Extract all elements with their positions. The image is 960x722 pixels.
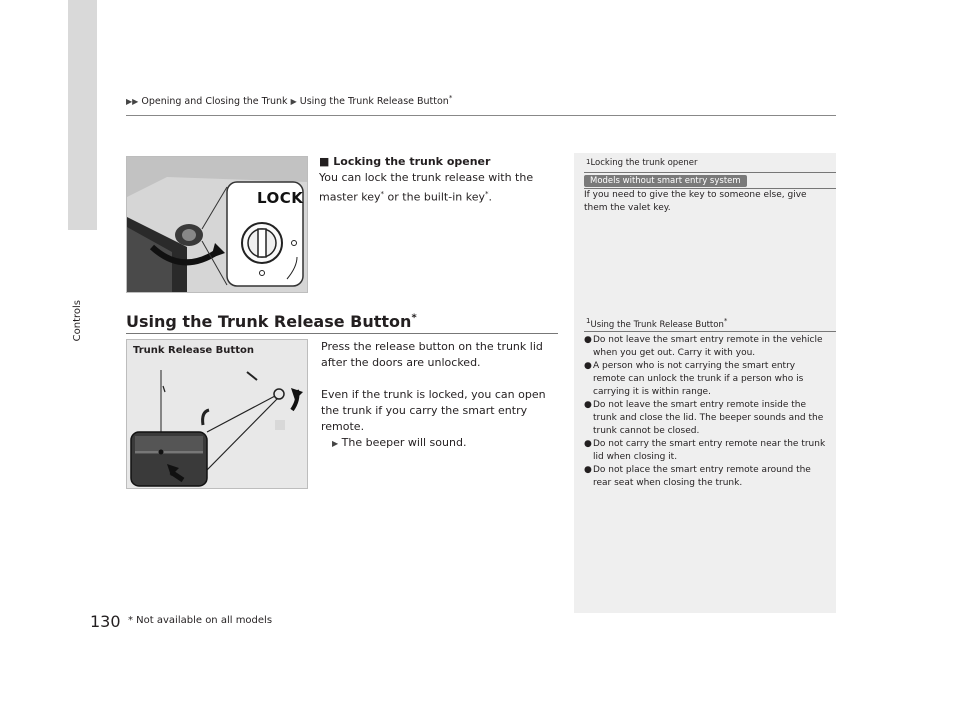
bullet-icon: ● bbox=[584, 361, 592, 371]
breadcrumb-arrow-icon: ▶▶ bbox=[126, 97, 139, 107]
trunk-release-illustration-label: Trunk Release Button bbox=[133, 345, 254, 356]
footnote: * Not available on all models bbox=[128, 615, 273, 626]
lock-illustration bbox=[126, 156, 308, 293]
footnote-star: * bbox=[484, 190, 489, 198]
lock-paragraph: You can lock the trunk release with the master key* or the built-in key*. bbox=[319, 171, 534, 204]
lock-note-badge: Models without smart entry system bbox=[584, 175, 747, 187]
lock-note-title: $^1$Locking the trunk opener bbox=[586, 158, 698, 168]
lock-note-text: If you need to give the key to someone else, give them the valet key. bbox=[584, 190, 807, 213]
list-item: ● A person who is not carrying the smart entry remote can unlock the trunk if a person who is carrying it is within range. bbox=[584, 361, 804, 397]
lock-subheading: ■ Locking the trunk opener bbox=[319, 155, 491, 168]
release-note-title: $^1$Using the Trunk Release Button* bbox=[586, 317, 728, 330]
breadcrumb-arrow-icon: ▶ bbox=[290, 97, 297, 107]
lock-note-divider bbox=[584, 172, 836, 173]
trunk-release-illustration-graphic bbox=[127, 340, 307, 488]
footnote-star: * bbox=[723, 317, 728, 325]
footnote-star: * bbox=[448, 94, 453, 102]
bullet-icon: ● bbox=[584, 400, 592, 410]
section-label: Controls bbox=[72, 300, 83, 342]
list-item: ● Do not place the smart entry remote around the rear seat when closing the trunk. bbox=[584, 465, 811, 488]
note-ref-number: 1 bbox=[586, 158, 591, 166]
breadcrumb-item-trunk-release-button[interactable]: Using the Trunk Release Button bbox=[299, 96, 449, 108]
note-ref-number: 1 bbox=[586, 317, 591, 325]
header-divider bbox=[126, 115, 836, 116]
trunk-release-illustration bbox=[126, 339, 308, 489]
release-sub-bullet: ▶ The beeper will sound. bbox=[332, 436, 467, 449]
breadcrumb bbox=[126, 94, 452, 107]
release-paragraph-1: Press the release button on the trunk lid after the doors are unlocked. bbox=[321, 340, 543, 369]
list-item: ● Do not carry the smart entry remote near the trunk lid when closing it. bbox=[584, 439, 826, 462]
release-note-list bbox=[584, 334, 829, 490]
section-divider bbox=[126, 333, 558, 334]
footnote-star: * bbox=[380, 190, 385, 198]
footnote-star: * bbox=[411, 312, 417, 324]
lock-illustration-graphic bbox=[127, 157, 307, 292]
lock-illustration-label: LOCK bbox=[257, 189, 304, 207]
section-tab bbox=[68, 0, 97, 230]
release-note-divider bbox=[584, 331, 836, 332]
sub-arrow-icon: ▶ bbox=[332, 439, 339, 448]
release-text-block bbox=[321, 339, 566, 452]
section-title: Using the Trunk Release Button* bbox=[126, 312, 417, 331]
list-item: ● Do not leave the smart entry remote in the vehicle when you get out. Carry it with you. bbox=[584, 335, 823, 358]
bullet-icon: ● bbox=[584, 439, 592, 449]
bullet-icon: ● bbox=[584, 335, 592, 345]
notes-panel bbox=[574, 153, 836, 613]
release-paragraph-2: Even if the trunk is locked, you can open the trunk if you carry the smart entry remote. bbox=[321, 388, 546, 433]
page-number: 130 bbox=[90, 612, 121, 631]
list-item: ● Do not leave the smart entry remote inside the trunk and close the lid. The beeper sounds and the trunk cannot be closed. bbox=[584, 400, 824, 436]
breadcrumb-item-opening-closing-trunk[interactable]: Opening and Closing the Trunk bbox=[141, 96, 288, 108]
heading-square-icon: ■ bbox=[319, 155, 330, 168]
bullet-icon: ● bbox=[584, 465, 592, 475]
